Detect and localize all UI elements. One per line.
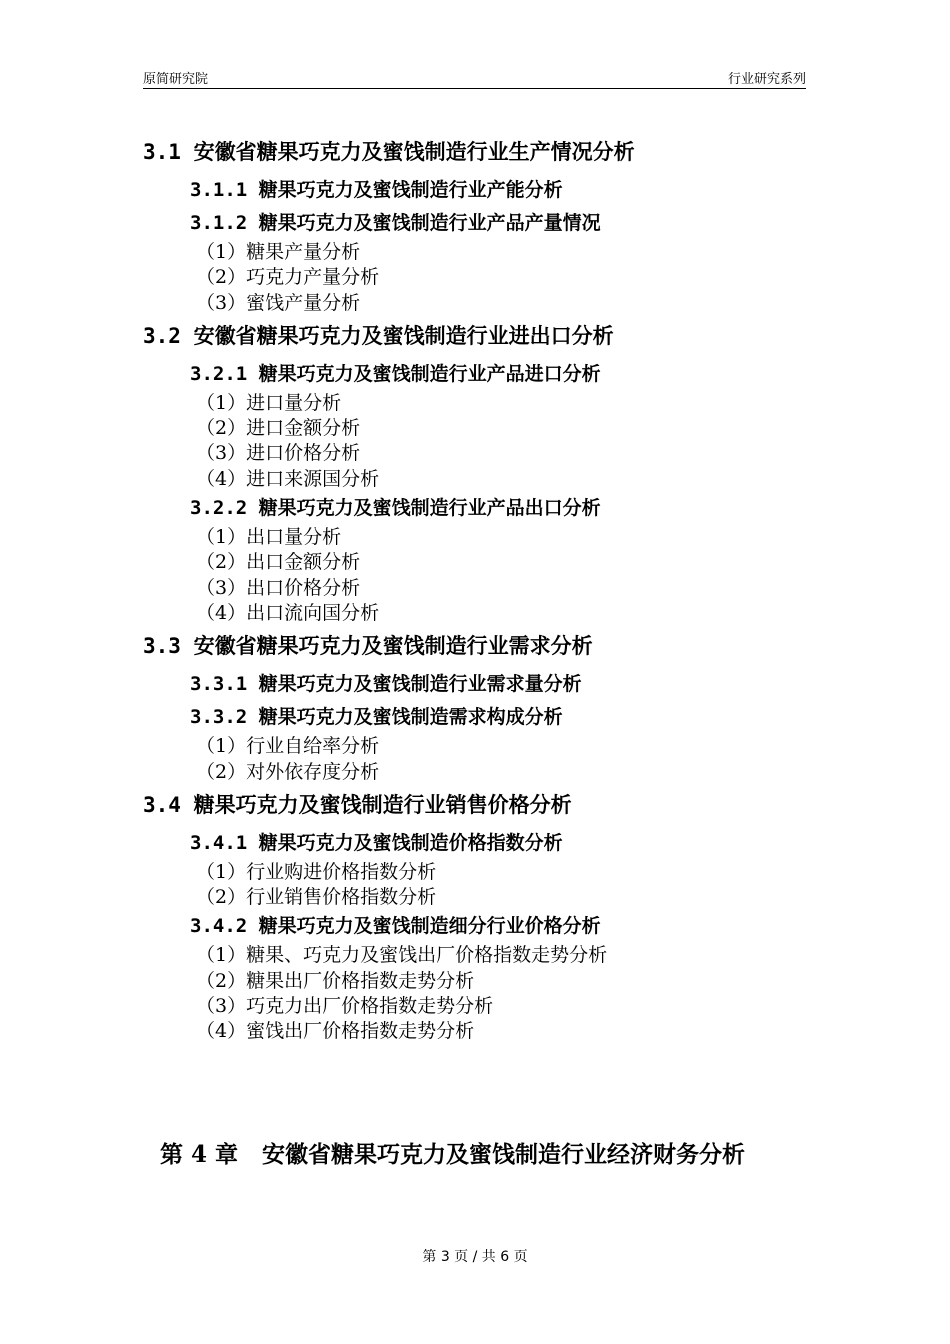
list-item: （2）出口金额分析 [196,551,361,574]
section-3-3-heading: 3.3 安徽省糖果巧克力及蜜饯制造行业需求分析 [143,634,593,659]
chapter-title: 安徽省糖果巧克力及蜜饯制造行业经济财务分析 [262,1141,746,1168]
subsection-3-1-2-heading: 3.1.2 糖果巧克力及蜜饯制造行业产品产量情况 [190,212,601,234]
page-header [143,66,806,89]
list-item: （3）进口价格分析 [196,442,361,465]
subsection-3-1-2-items [143,240,823,316]
list-item: （2）糖果出厂价格指数走势分析 [196,969,475,992]
subsection-3-3-2-heading: 3.3.2 糖果巧克力及蜜饯制造需求构成分析 [190,706,563,729]
section-3-4-heading: 3.4 糖果巧克力及蜜饯制造行业销售价格分析 [143,792,572,817]
header-org-name: 原简研究院 [143,72,209,87]
list-item: （2）对外依存度分析 [196,760,380,783]
subsection-3-4-2-heading: 3.4.2 糖果巧克力及蜜饯制造细分行业价格分析 [190,915,601,938]
subsection-3-3-1-heading: 3.3.1 糖果巧克力及蜜饯制造行业需求量分析 [190,673,582,696]
subsection-3-2-1-heading: 3.2.1 糖果巧克力及蜜饯制造行业产品进口分析 [190,362,601,385]
page-number-footer: 第 3 页 / 共 6 页 [422,1249,528,1265]
list-item: （4）蜜饯出厂价格指数走势分析 [196,1020,475,1043]
list-item: （3）出口价格分析 [196,576,361,599]
section-3-1-heading: 3.1 安徽省糖果巧克力及蜜饯制造行业生产情况分析 [143,140,635,164]
subsection-3-4-1-heading: 3.4.1 糖果巧克力及蜜饯制造价格指数分析 [190,831,563,854]
subsection-3-1-1-heading: 3.1.1 糖果巧克力及蜜饯制造行业产能分析 [190,179,563,201]
list-item: （1）行业购进价格指数分析 [196,860,437,883]
list-item: （2）巧克力产量分析 [196,266,380,289]
chapter-number: 第 4 章 [160,1141,239,1168]
subsection-3-4-1-items [143,860,823,911]
table-of-contents [143,132,823,1045]
list-item: （2）进口金额分析 [196,417,361,440]
header-series-name: 行业研究系列 [727,72,806,87]
list-item: （2）行业销售价格指数分析 [196,886,437,909]
subsection-3-2-2-items [143,525,823,626]
subsection-3-3-2-items [143,734,823,785]
list-item: （4）进口来源国分析 [196,467,380,490]
subsection-3-4-2-items [143,943,823,1044]
list-item: （3）巧克力出厂价格指数走势分析 [196,995,494,1018]
list-item: （1）糖果、巧克力及蜜饯出厂价格指数走势分析 [196,944,608,967]
list-item: （1）出口量分析 [196,526,342,549]
subsection-3-2-2-heading: 3.2.2 糖果巧克力及蜜饯制造行业产品出口分析 [190,497,601,520]
list-item: （4）出口流向国分析 [196,601,380,624]
list-item: （1）糖果产量分析 [196,241,361,263]
chapter-4-heading [160,1136,745,1169]
subsection-3-2-1-items [143,391,823,492]
section-3-2-heading: 3.2 安徽省糖果巧克力及蜜饯制造行业进出口分析 [143,323,614,348]
list-item: （1）行业自给率分析 [196,735,380,758]
list-item: （3）蜜饯产量分析 [196,291,361,314]
list-item: （1）进口量分析 [196,391,342,414]
